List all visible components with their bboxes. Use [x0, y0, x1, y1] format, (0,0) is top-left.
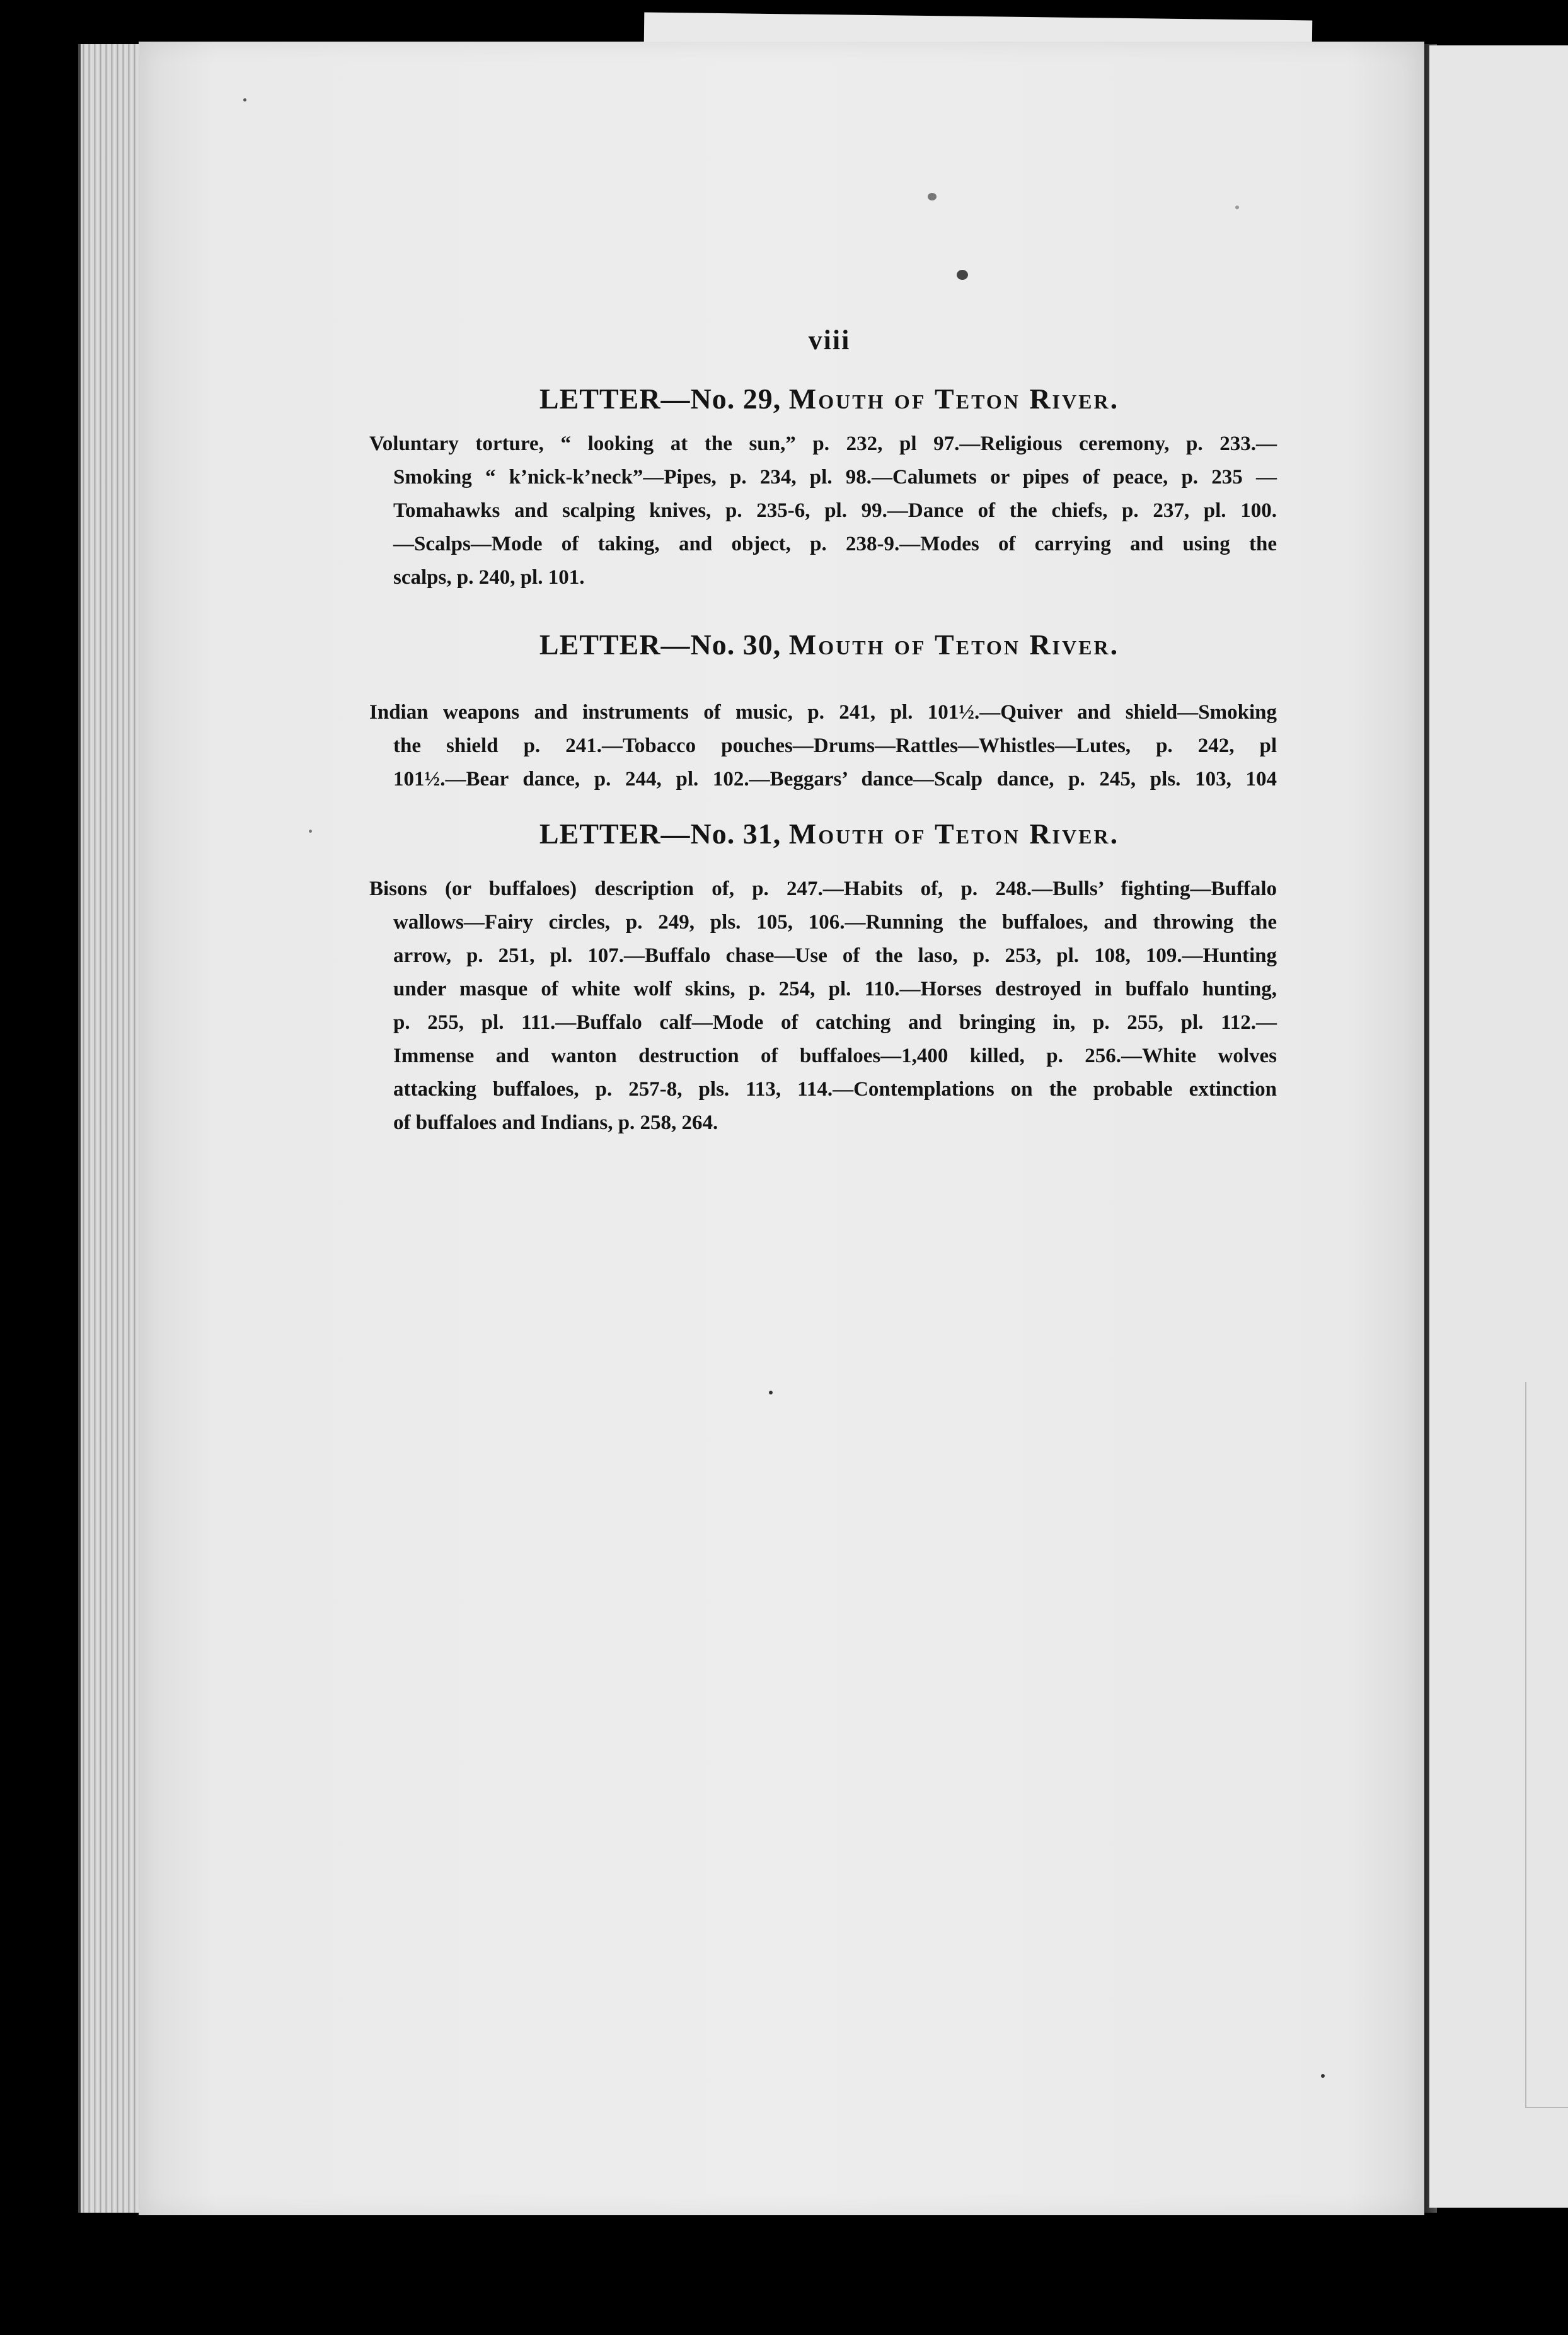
letter-heading	[369, 817, 1289, 850]
facing-page-border-bottom	[1525, 2107, 1568, 2109]
book-page	[139, 42, 1424, 2215]
summary-line: 101½.—Bear dance, p. 244, pl. 102.—Beggars’ dance—Scalp dance, p. 245, pls. 103, 104	[393, 768, 1277, 791]
letter-summary	[369, 872, 1277, 1140]
summary-line: Bisons (or buffaloes) description of, p. 247.—Habits of, p. 248.—Bulls’ fighting—Buffalo	[369, 878, 1277, 900]
summary-line: Smoking “ k’nick-k’neck”—Pipes, p. 234, pl. 98.—Calumets or pipes of peace, p. 235 —	[393, 466, 1277, 489]
summary-line: Indian weapons and instruments of music, p. 241, pl. 101½.—Quiver and shield—Smoking	[369, 701, 1277, 724]
summary-line: scalps, p. 240, pl. 101.	[393, 566, 585, 589]
summary-line: the shield p. 241.—Tobacco pouches—Drums—Rattles—Whistles—Lutes, p. 242, pl	[393, 734, 1277, 757]
summary-line: arrow, p. 251, pl. 107.—Buffalo chase—Use of the laso, p. 253, pl. 108, 109.—Hunting	[393, 944, 1277, 967]
summary-line: p. 255, pl. 111.—Buffalo calf—Mode of catching and bringing in, p. 255, pl. 112.—	[393, 1011, 1277, 1034]
letter-place: Mouth of Teton River.	[788, 629, 1120, 661]
letter-heading	[369, 628, 1289, 661]
summary-line: attacking buffaloes, p. 257-8, pls. 113, 114.—Contemplations on the probable extinction	[393, 1078, 1277, 1101]
summary-line: —Scalps—Mode of taking, and object, p. 238-9.—Modes of carrying and using the	[393, 533, 1277, 555]
letter-number: LETTER—No. 29,	[539, 383, 789, 415]
letter-place: Mouth of Teton River.	[788, 383, 1120, 415]
summary-line: Voluntary torture, “ looking at the sun,” p. 232, pl 97.—Religious ceremony, p. 233.—	[369, 432, 1277, 455]
page-number: viii	[808, 325, 851, 356]
letter-number: LETTER—No. 31,	[539, 818, 789, 850]
facing-page-border	[1525, 1382, 1527, 2107]
summary-line: Immense and wanton destruction of buffaloes—1,400 killed, p. 256.—White wolves	[393, 1045, 1277, 1067]
summary-line: of buffaloes and Indians, p. 258, 264.	[393, 1111, 718, 1134]
letter-number: LETTER—No. 30,	[539, 629, 789, 661]
letter-summary	[369, 696, 1277, 796]
summary-line: under masque of white wolf skins, p. 254, pl. 110.—Horses destroyed in buffalo hunting,	[393, 978, 1277, 1000]
letter-heading	[369, 382, 1289, 415]
summary-line: wallows—Fairy circles, p. 249, pls. 105, 106.—Running the buffaloes, and throwing the	[393, 911, 1277, 934]
facing-page	[1429, 45, 1568, 2208]
summary-line: Tomahawks and scalping knives, p. 235-6, pl. 99.—Dance of the chiefs, p. 237, pl. 100.	[393, 499, 1277, 522]
letter-summary	[369, 427, 1277, 594]
letter-place: Mouth of Teton River.	[788, 818, 1120, 850]
